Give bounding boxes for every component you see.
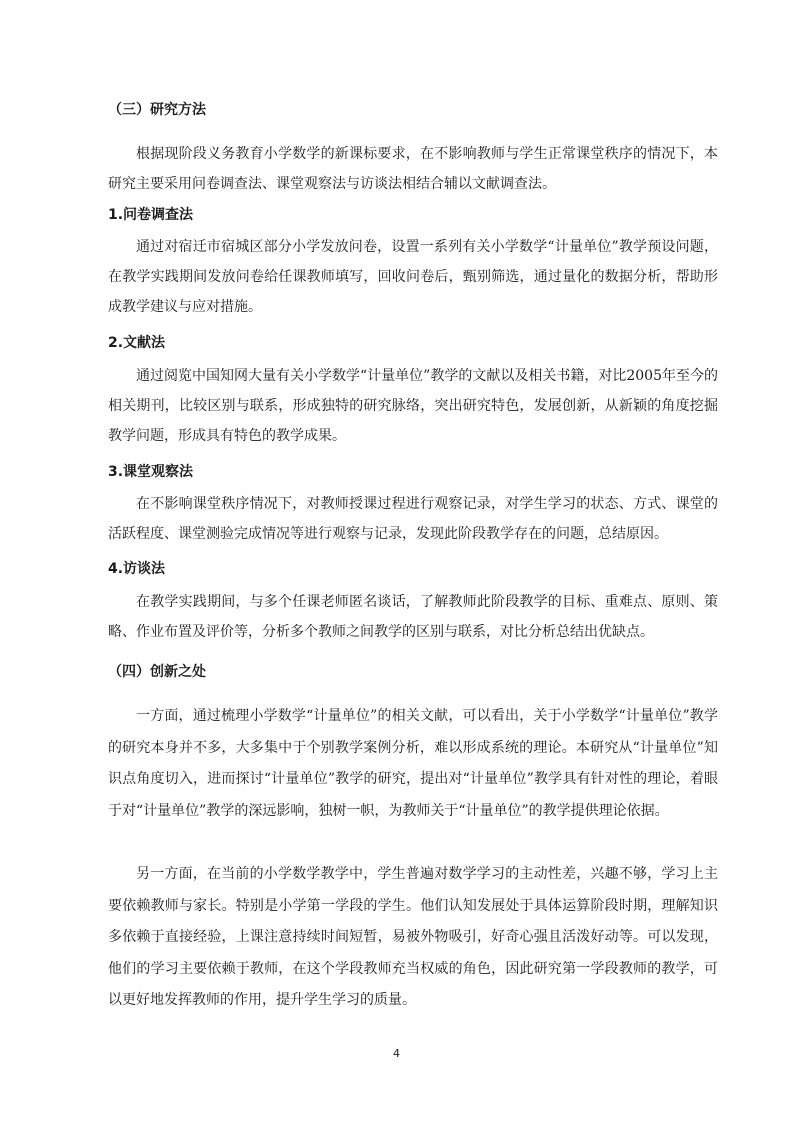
methods-intro-paragraph: 根据现阶段义务教育小学数学的新课标要求，在不影响教师与学生正常课堂秩序的情况下，本研究主要采用问卷调查法、课堂观察法与访谈法相结合辅以文献调查法。 (108, 146, 718, 192)
innovation-paragraph-2: 另一方面，在当前的小学数学教学中，学生普遍对数学学习的主动性差，兴趣不够，学习上主要依赖教师与家长。特别是小学第一学段的学生。他们认知发展处于具体运算阶段时期，理解知识多依赖于直接经验，上课注意持续时间短暂，易被外物吸引，好奇心强且活泼好动等。可以发现，他们的学习主要依赖于教师，在这个学段教师充当权威的角色，因此研究第一学段教师的教学，可以更好地发挥教师的作用，提升学生学习的质量。 (108, 866, 718, 1008)
subheading-questionnaire: 1.问卷调查法 (108, 207, 194, 223)
innovation-paragraph-1: 一方面，通过梳理小学数学“计量单位”的相关文献，可以看出，关于小学数学“计量单位”教学的研究本身并不多，大多集中于个别教学案例分析，难以形成系统的理论。本研究从“计量单位”知识点角度切入，进而探讨“计量单位”教学的研究，提出对“计量单位”教学具有针对性的理论，着眼于对“计量单位”教学的深远影响，独树一帜，为教师关于“计量单位”的教学提供理论依据。 (108, 708, 718, 819)
subheading-observation: 3.课堂观察法 (108, 464, 194, 480)
page-number: 4 (393, 1047, 400, 1060)
questionnaire-paragraph: 通过对宿迁市宿城区部分小学发放问卷，设置一系列有关小学数学“计量单位”教学预设问题，在教学实践期间发放问卷给任课教师填写，回收问卷后，甄别筛选，通过量化的数据分析，帮助形成教学建议与应对措施。 (108, 239, 718, 315)
subheading-interview: 4.访谈法 (108, 561, 166, 577)
section-heading-innovation: （四）创新之处 (108, 664, 206, 680)
interview-paragraph: 在教学实践期间，与多个任课老师匿名谈话，了解教师此阶段教学的目标、重难点、原则、策略、作业布置及评价等，分析多个教师之间教学的区别与联系，对比分析总结出优缺点。 (108, 594, 718, 640)
observation-paragraph: 在不影响课堂秩序情况下，对教师授课过程进行观察记录，对学生学习的状态、方式、课堂的活跃程度、课堂测验完成情况等进行观察与记录，发现此阶段教学存在的问题，总结原因。 (108, 496, 718, 542)
literature-paragraph: 通过阅览中国知网大量有关小学数学“计量单位”教学的文献以及相关书籍，对比2005年至今的相关期刊，比较区别与联系，形成独特的研究脉络，突出研究特色，发展创新，从新颖的角度挖掘教学问题，形成具有特色的教学成果。 (108, 368, 718, 444)
subheading-literature: 2.文献法 (108, 335, 166, 351)
section-heading-methods: （三）研究方法 (108, 102, 206, 118)
